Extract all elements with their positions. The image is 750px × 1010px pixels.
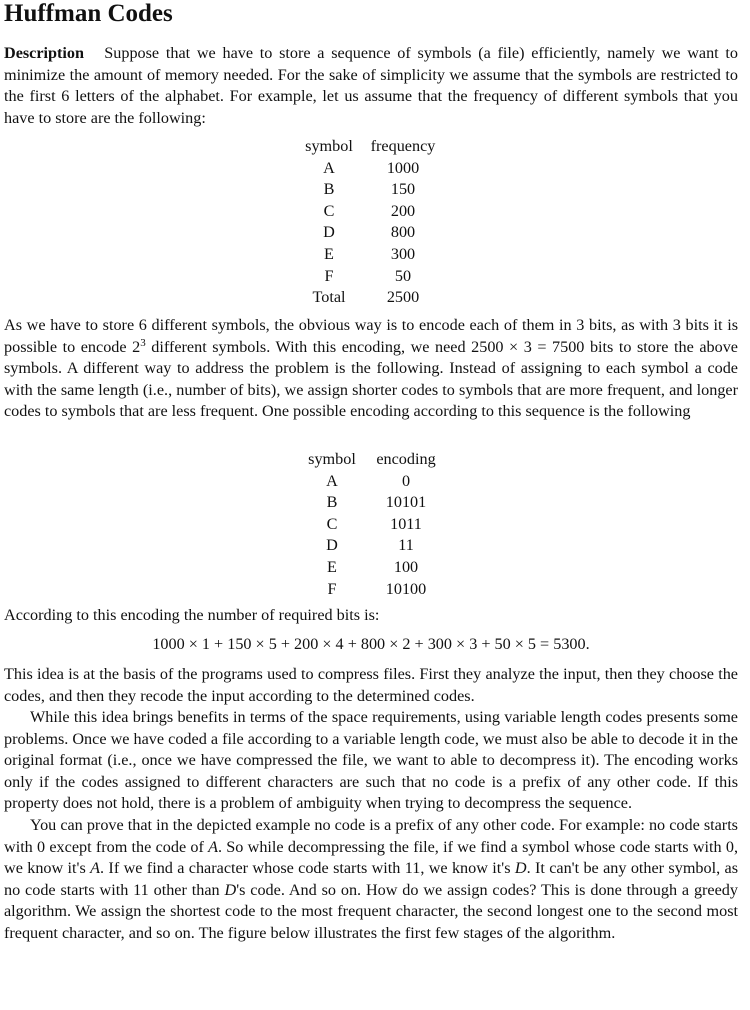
frequency-table [297, 136, 445, 309]
symbol-cell: F [324, 266, 334, 285]
symbol-cell: C [326, 514, 338, 533]
column-header-encoding: encoding [376, 450, 436, 468]
symbol-cell: B [323, 180, 335, 199]
prefix-text-b: . So while decompressing the file, if we find a symbol whose code starts with 0, we know it's [4, 837, 738, 878]
frequency-cell: 50 [394, 266, 412, 285]
encoding-cell: 10100 [385, 579, 427, 598]
table-header-row [297, 136, 445, 158]
frequency-cell: 200 [390, 201, 416, 220]
encoding-text-a: As we have to store 6 different symbols, the obvious way is to encode each of them in 3 bits, as with 3 bits it is possible to encode 2 [4, 316, 738, 356]
table-row [300, 514, 448, 536]
symbol-cell: D [326, 536, 338, 555]
symbol-a-ref: A [208, 837, 219, 856]
prefix-text-e: 's code. And so on. How do we assign codes? This is done through a greedy algorithm. We assign the shortest code to the most frequent character, the second longest one to the second most frequent character, and so on. The figure below illustrates the first few stages of the algorithm. [4, 880, 738, 942]
required-bits-paragraph: According to this encoding the number of required bits is: [4, 606, 380, 624]
table-header-row [300, 449, 448, 471]
symbol-d-ref: D [224, 880, 237, 899]
table-row [297, 287, 445, 309]
table-row [297, 179, 445, 201]
bits-equation: 1000 × 1 + 150 × 5 + 200 × 4 + 800 × 2 + 300 × 3 + 50 × 5 = 5300. [152, 635, 590, 653]
symbol-cell: F [327, 579, 337, 598]
symbol-cell: B [326, 493, 338, 512]
prefix-text-d: . It can't be any other symbol, as no code starts with 11 other than [4, 859, 738, 899]
encoding-paragraph [4, 315, 738, 423]
symbol-cell: Total [312, 288, 346, 307]
table-row [300, 471, 448, 493]
column-header-frequency: frequency [370, 137, 436, 155]
symbol-cell: E [327, 557, 337, 576]
symbol-a-ref: A [90, 859, 101, 878]
encoding-table [300, 449, 448, 600]
table-row [300, 579, 448, 601]
encoding-text-b: different symbols. With this encoding, we need 2500 × 3 = 7500 bits to store the above symbols. A different way to address the problem is the following. Instead of assigning to each symbol a code with the same length (i.e., number of bits), we assign shorter codes to symbols that are more frequent, and longer codes to symbols that are less frequent. One possible encoding according to this sequence is the following [4, 337, 738, 421]
column-header-symbol: symbol [308, 450, 356, 468]
table-row [300, 557, 448, 579]
symbol-cell: A [326, 471, 338, 490]
page-title: Huffman Codes [4, 0, 173, 27]
table-row [297, 244, 445, 266]
column-header-symbol: symbol [305, 137, 353, 155]
encoding-cell: 10101 [385, 493, 427, 512]
frequency-cell: 2500 [386, 288, 420, 307]
symbol-cell: C [323, 201, 335, 220]
encoding-cell: 100 [393, 557, 419, 576]
frequency-cell: 1000 [386, 158, 420, 177]
table-row [300, 535, 448, 557]
table-row [300, 492, 448, 514]
prefix-text-a: You can prove that in the depicted example no code is a prefix of any other code. For example: no code starts with 0 except from the code of [4, 816, 738, 856]
encoding-cell: 1011 [390, 514, 422, 533]
compression-paragraph: This idea is at the basis of the programs used to compress files. First they analyze the input, then they choose the codes, and then they recode the input according to the determined codes. [4, 665, 738, 705]
prefix-paragraph [4, 815, 738, 945]
variable-length-paragraph [4, 707, 738, 815]
prefix-text-c: . If we find a character whose code starts with 11, we know it's [100, 859, 515, 878]
symbol-cell: E [324, 244, 334, 263]
intro-paragraph [4, 43, 738, 129]
exponent: 3 [140, 336, 146, 349]
symbol-cell: A [323, 158, 335, 177]
intro-text: Suppose that we have to store a sequence of symbols (a file) efficiently, namely we want to minimize the amount of memory needed. For the sake of simplicity we assume that the symbols are restricted to the first 6 letters of the alphabet. For example, let us assume that the frequency of different symbols that you have to store are the following: [4, 44, 738, 127]
table-row [297, 201, 445, 223]
frequency-cell: 150 [390, 180, 416, 199]
table-row [297, 266, 445, 288]
frequency-cell: 300 [390, 244, 416, 263]
encoding-cell: 0 [401, 471, 411, 490]
frequency-cell: 800 [390, 223, 416, 242]
description-label: Description [4, 44, 85, 62]
table-row [297, 158, 445, 180]
table-row [297, 222, 445, 244]
variable-length-text: While this idea brings benefits in terms of the space requirements, using variable length codes presents some problems. Once we have coded a file according to a variable length code, we must also be able to decode it in the original format (i.e., once we have compressed the file, we want to able to decompress it). The encoding works only if the codes assigned to different characters are such that no code is a prefix of any other code. If this property does not hold, there is a problem of ambiguity when trying to decompress the sequence. [4, 708, 738, 813]
encoding-cell: 11 [398, 536, 414, 555]
symbol-cell: D [323, 223, 335, 242]
symbol-d-ref: D [514, 859, 527, 878]
